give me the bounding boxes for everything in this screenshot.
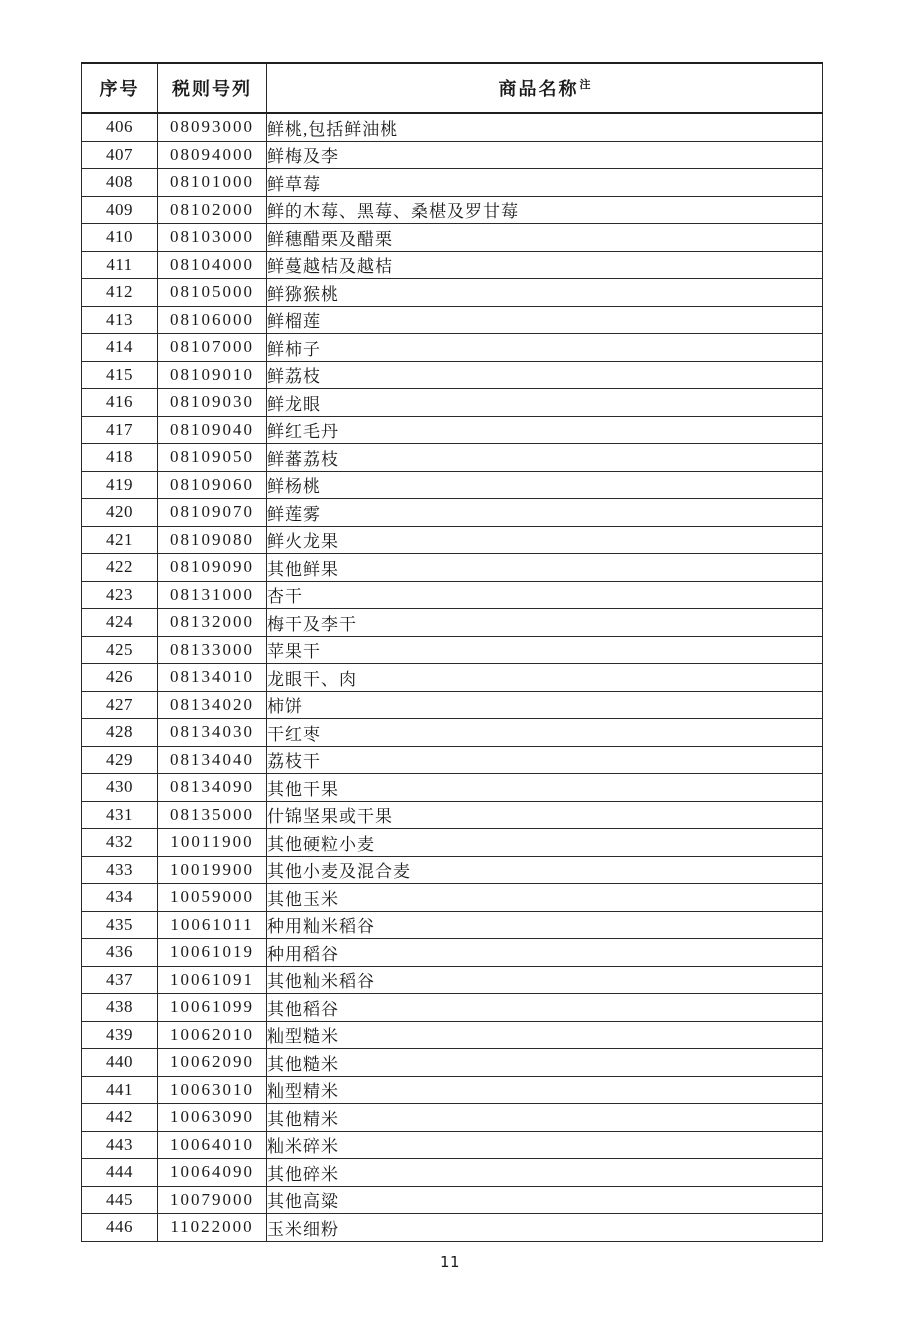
table-row [82, 141, 823, 169]
table-row [82, 113, 823, 141]
cell-code: 08109030 [158, 389, 267, 417]
cell-code: 10059000 [158, 884, 267, 912]
cell-name: 其他干果 [267, 774, 823, 802]
cell-name: 鲜柿子 [267, 334, 823, 362]
cell-name: 鲜莲雾 [267, 499, 823, 527]
cell-code: 10062090 [158, 1049, 267, 1077]
table-row [82, 361, 823, 389]
cell-index: 411 [82, 251, 158, 279]
cell-code: 08134020 [158, 691, 267, 719]
cell-index: 445 [82, 1186, 158, 1214]
cell-name: 玉米细粉 [267, 1214, 823, 1242]
note-superscript: 注 [579, 79, 591, 91]
cell-name: 鲜龙眼 [267, 389, 823, 417]
cell-index: 441 [82, 1076, 158, 1104]
cell-name: 鲜红毛丹 [267, 416, 823, 444]
cell-code: 10062010 [158, 1021, 267, 1049]
cell-code: 08134040 [158, 746, 267, 774]
cell-code: 08107000 [158, 334, 267, 362]
cell-name: 籼型糙米 [267, 1021, 823, 1049]
cell-code: 10064090 [158, 1159, 267, 1187]
table-row [82, 169, 823, 197]
cell-index: 446 [82, 1214, 158, 1242]
cell-index: 429 [82, 746, 158, 774]
table-row [82, 801, 823, 829]
table-row [82, 526, 823, 554]
table-row [82, 691, 823, 719]
cell-name: 鲜穗醋栗及醋栗 [267, 224, 823, 252]
cell-index: 431 [82, 801, 158, 829]
cell-code: 08109010 [158, 361, 267, 389]
table-header [82, 63, 823, 113]
cell-code: 10061091 [158, 966, 267, 994]
cell-code: 10079000 [158, 1186, 267, 1214]
cell-index: 422 [82, 554, 158, 582]
cell-code: 11022000 [158, 1214, 267, 1242]
cell-index: 410 [82, 224, 158, 252]
table-row [82, 994, 823, 1022]
cell-name: 其他鲜果 [267, 554, 823, 582]
cell-name: 干红枣 [267, 719, 823, 747]
cell-index: 408 [82, 169, 158, 197]
cell-name: 其他稻谷 [267, 994, 823, 1022]
cell-name: 其他精米 [267, 1104, 823, 1132]
cell-index: 435 [82, 911, 158, 939]
cell-name: 鲜梅及李 [267, 141, 823, 169]
cell-code: 08109050 [158, 444, 267, 472]
cell-name: 其他小麦及混合麦 [267, 856, 823, 884]
cell-name: 鲜的木莓、黑莓、桑椹及罗甘莓 [267, 196, 823, 224]
table-row [82, 1076, 823, 1104]
cell-code: 10019900 [158, 856, 267, 884]
cell-index: 434 [82, 884, 158, 912]
cell-name: 种用籼米稻谷 [267, 911, 823, 939]
cell-name: 鲜蕃荔枝 [267, 444, 823, 472]
table-row [82, 719, 823, 747]
page-footer [0, 1253, 900, 1272]
cell-index: 406 [82, 113, 158, 141]
cell-name: 其他高粱 [267, 1186, 823, 1214]
cell-index: 439 [82, 1021, 158, 1049]
cell-name: 鲜杨桃 [267, 471, 823, 499]
cell-name: 其他硬粒小麦 [267, 829, 823, 857]
cell-index: 412 [82, 279, 158, 307]
col-header-code [158, 63, 267, 113]
cell-name: 其他糙米 [267, 1049, 823, 1077]
cell-name: 鲜猕猴桃 [267, 279, 823, 307]
cell-index: 427 [82, 691, 158, 719]
cell-index: 421 [82, 526, 158, 554]
cell-code: 08109090 [158, 554, 267, 582]
cell-index: 437 [82, 966, 158, 994]
table-header-row [82, 63, 823, 113]
table-row [82, 251, 823, 279]
cell-name: 龙眼干、肉 [267, 664, 823, 692]
cell-code: 10063090 [158, 1104, 267, 1132]
cell-name: 其他玉米 [267, 884, 823, 912]
cell-name: 籼型精米 [267, 1076, 823, 1104]
cell-index: 432 [82, 829, 158, 857]
cell-name: 鲜蔓越桔及越桔 [267, 251, 823, 279]
cell-index: 442 [82, 1104, 158, 1132]
cell-index: 428 [82, 719, 158, 747]
cell-code: 10064010 [158, 1131, 267, 1159]
cell-name: 其他碎米 [267, 1159, 823, 1187]
cell-code: 08131000 [158, 581, 267, 609]
cell-code: 08103000 [158, 224, 267, 252]
cell-code: 10061019 [158, 939, 267, 967]
table-row [82, 389, 823, 417]
table-row [82, 966, 823, 994]
table-row [82, 306, 823, 334]
cell-name: 种用稻谷 [267, 939, 823, 967]
col-header-index-label: 序号 [99, 79, 140, 99]
table-row [82, 1131, 823, 1159]
cell-name: 苹果干 [267, 636, 823, 664]
table-row [82, 884, 823, 912]
page-number: 11 [439, 1252, 461, 1271]
cell-name: 鲜火龙果 [267, 526, 823, 554]
table-body [82, 113, 823, 1241]
cell-name: 其他籼米稻谷 [267, 966, 823, 994]
cell-code: 08135000 [158, 801, 267, 829]
cell-name: 鲜榴莲 [267, 306, 823, 334]
cell-code: 10061011 [158, 911, 267, 939]
table-row [82, 1104, 823, 1132]
table-row [82, 664, 823, 692]
cell-index: 420 [82, 499, 158, 527]
cell-index: 414 [82, 334, 158, 362]
table-row [82, 499, 823, 527]
cell-index: 418 [82, 444, 158, 472]
table-row [82, 1186, 823, 1214]
cell-index: 433 [82, 856, 158, 884]
cell-code: 10011900 [158, 829, 267, 857]
cell-name: 籼米碎米 [267, 1131, 823, 1159]
table-row [82, 554, 823, 582]
cell-code: 08134010 [158, 664, 267, 692]
table-row [82, 196, 823, 224]
cell-code: 08109040 [158, 416, 267, 444]
table-row [82, 279, 823, 307]
cell-index: 444 [82, 1159, 158, 1187]
table-row [82, 1049, 823, 1077]
table-row [82, 911, 823, 939]
cell-code: 08109060 [158, 471, 267, 499]
cell-code: 08109080 [158, 526, 267, 554]
cell-code: 08104000 [158, 251, 267, 279]
tariff-table [81, 62, 823, 1242]
cell-code: 08134090 [158, 774, 267, 802]
cell-code: 08109070 [158, 499, 267, 527]
cell-index: 407 [82, 141, 158, 169]
table-row [82, 1021, 823, 1049]
table-row [82, 1159, 823, 1187]
table-row [82, 829, 823, 857]
cell-index: 417 [82, 416, 158, 444]
cell-code: 10061099 [158, 994, 267, 1022]
cell-code: 10063010 [158, 1076, 267, 1104]
cell-index: 416 [82, 389, 158, 417]
cell-name: 梅干及李干 [267, 609, 823, 637]
cell-name: 鲜荔枝 [267, 361, 823, 389]
cell-name: 什锦坚果或干果 [267, 801, 823, 829]
table-row [82, 224, 823, 252]
col-header-code-label: 税则号列 [172, 79, 252, 99]
cell-name: 鲜桃,包括鲜油桃 [267, 113, 823, 141]
cell-index: 424 [82, 609, 158, 637]
table-row [82, 444, 823, 472]
cell-code: 08132000 [158, 609, 267, 637]
cell-index: 425 [82, 636, 158, 664]
cell-index: 413 [82, 306, 158, 334]
table-row [82, 636, 823, 664]
col-header-name [267, 63, 823, 113]
cell-code: 08134030 [158, 719, 267, 747]
table-row [82, 334, 823, 362]
table-row [82, 774, 823, 802]
cell-code: 08106000 [158, 306, 267, 334]
table-row [82, 609, 823, 637]
cell-index: 430 [82, 774, 158, 802]
table-row [82, 856, 823, 884]
cell-index: 415 [82, 361, 158, 389]
cell-index: 436 [82, 939, 158, 967]
cell-index: 409 [82, 196, 158, 224]
cell-index: 443 [82, 1131, 158, 1159]
cell-code: 08094000 [158, 141, 267, 169]
cell-code: 08093000 [158, 113, 267, 141]
cell-index: 419 [82, 471, 158, 499]
cell-name: 柿饼 [267, 691, 823, 719]
table-row [82, 416, 823, 444]
cell-index: 440 [82, 1049, 158, 1077]
cell-name: 荔枝干 [267, 746, 823, 774]
col-header-index [82, 63, 158, 113]
cell-name: 杏干 [267, 581, 823, 609]
cell-name: 鲜草莓 [267, 169, 823, 197]
table-row [82, 746, 823, 774]
cell-code: 08105000 [158, 279, 267, 307]
cell-index: 438 [82, 994, 158, 1022]
table-row [82, 1214, 823, 1242]
cell-code: 08102000 [158, 196, 267, 224]
table-row [82, 939, 823, 967]
col-header-name-label: 商品名称 [498, 79, 579, 99]
cell-index: 426 [82, 664, 158, 692]
cell-code: 08133000 [158, 636, 267, 664]
cell-index: 423 [82, 581, 158, 609]
table-row [82, 581, 823, 609]
cell-code: 08101000 [158, 169, 267, 197]
table-row [82, 471, 823, 499]
